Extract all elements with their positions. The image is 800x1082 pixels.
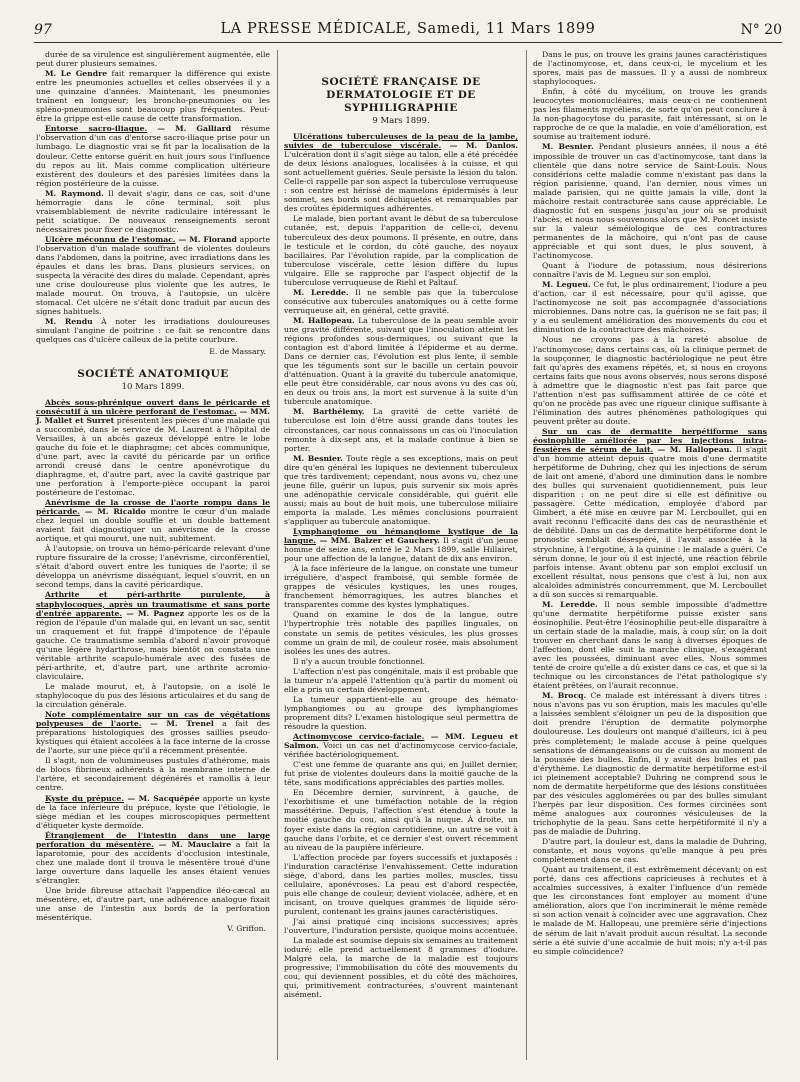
paragraph: Anévrisme de la crosse de l'aorte rompu dans le péricarde. — M. Ricaldo montre le cœur d'un malade chez lequel un double souffle et un double battement avaient fait diagnostiquer un anévrisme de la crosse aortique, et qui mourut, une nuit, subitement. (36, 498, 271, 544)
paragraph: À la face inférieure de la langue, on constate une tumeur irrégulière, d'aspect framboisé, qui semble formée de grappes de vésicules kystiques, les unes rouges, franchement hémorragiques, les autres blanches et transparentes comme des kystes lymphatiques. (284, 564, 518, 610)
paragraph: Kyste du prépuce. — M. Sacquépée apporte un kyste de la face inférieure du prépuce, kyste que l'étiologie, le siège médian et les coupes microscopiques permettent d'étiqueter kyste dermoïde. (36, 793, 270, 830)
paragraph: Dans le pus, on trouve les grains jaunes caractéristiques de l'actinomycose, et, dans ceux-ci, le mycelium et les spores, mais pas de massues. Il y a aussi de nombreux staphylocoques. (533, 50, 767, 87)
paragraph: M. Rendu À noter les irradiations douloureuses simulant l'angine de poitrine : ce fait se rencontre dans quelques cas d'ulcère calleux de la petite courbure. (36, 317, 270, 345)
paragraph: M. Raymond. Il devait s'agir, dans ce cas, soit d'une hémorragie dans le cône terminal, soit plus vraisemblablement de névrite radiculaire intéressant le petit sciatique. De nouveaux renseignements seront nécessaires pour fixer ce diagnostic. (36, 188, 270, 234)
column-1 (36, 50, 270, 937)
section-title: SOCIÉTÉ ANATOMIQUE (77, 367, 229, 380)
paragraph: Ulcérations tuberculeuses de la peau de la jambe, suivies de tuberculose viscérale. — M. Danlos. L'ulcération dont il s'agit siège au talon, elle a été précédée de deux lésions analogues, localisées à la cuisse, et qui sont actuellement guéries. Seule persiste la lésion du talon. Celle-ci rappelle par son aspect la tuberculose verruqueuse : son centre est hérissé de mamelons épidermisés à leur sommet, ses bords sont déchiquetés et remarquables par des croûtes épidermiques adhérentes. (284, 132, 518, 214)
paragraph: Actinomycose cervico-faciale. — MM. Legueu et Salmon. Voici un cas net d'actinomycose cervico-faciale, vérifiée bactériologiquement. (284, 732, 518, 760)
column-2 (284, 50, 518, 1000)
paragraph: Ulcère méconnu de l'estomac. — M. Florand apporte l'observation d'un malade souffrant de violentes douleurs dans l'abdomen, dans la poitrine, avec irradiations dans les épaules et dans les bras. Dans plusieurs services, on suspecta la véracité des dires du malade. Cependant, après une crise douloureuse plus violente que les autres, le malade mourut. On trouva, à l'autopsie, un ulcère stomacal. Cet ulcère ne s'était donc traduit par aucun des signes habituels. (36, 234, 271, 317)
paragraph: M. Legueu. Ce fut, le plus ordinairement, l'iodure a peu d'action, car il est nécessaire, pour qu'il agisse, que l'actinomycose ne soit pas accompagnée d'associations microbiennes. Dans notre cas, la guérison ne se fait pas; il y a eu seulement amélioration des mouvements du cou et diminution de la contracture des mâchoires. (533, 280, 768, 335)
signature: V. Griffon. (227, 924, 266, 934)
section-date: 10 Mars 1899. (121, 381, 185, 392)
paragraph: Le malade, bien portant avant le début de sa tuberculose cutanée, est, depuis l'apparition de celle-ci, devenu tuberculeux des deux poumons. Il présente, en outre, dans le testicule et le cordon, du côté gauche, des noyaux bacillaires. Par l'évolution rapide, par la complication de tuberculose viscérale, cette lésion diffère du lupus vulgaire. Elle se rapproche par l'aspect objectif de la tuberculose verruqueuse de Riehl et Paltauf. (284, 214, 518, 287)
paragraph: L'affection n'est pas congénitale, mais il est probable que la tumeur n'a appelé l'attention qu'à partir du moment où elle a pris un certain développement. (284, 666, 518, 694)
paragraph: Sur un cas de dermatite herpétiforme sans éosinophilie améliorée par les injections intra-fessières de sérum de lait. — M. Hallopeau. Il s'agit d'un homme atteint depuis quatre mois d'une dermatite herpétiforme de Duhring, chez qui les injections de sérum de lait ont amené, d'abord une diminution dans le nombre des bulles qui survenaient quotidiennement, puis leur disparition : on ne peut dire si elle est définitive ou passagère. Cette médication, employée d'abord par Gimbert, a été mise en œuvre par M. Lercboullet, qui en avait reconnu l'efficacité dans des cas de neurasthénie et de débilité. Dans un cas de dermatite herpétiforme dont le pronostic semblait désespéré, il l'avait associée à la strychnine, à l'ergotine, à la quinine : le malade a guéri. Ce sérum donne, le jour où il est injecté, une réaction fébrile parfois intense. Avant obtenu par son emploi exclusif un excellent résultat, nous pensons que c'est à lui, non aux alcaloïdes administrés concurremment, que M. Lercboullet a dû son succès si remarquable. (533, 426, 767, 599)
paragraph: Abcès sous-phrénique ouvert dans le péricarde et consécutif à un ulcère perforant de l'estomac. — MM. J. Mallet et Surret présentent les pièces d'une malade qui a succombé, dans le service de M. Laurent à l'hôpital de Versailles, à un abcès gazeux développé entre le lobe gauche du foie et le diaphragme; cet abcès communique, d'une part, avec la cavité du péricarde par un orifice arrondi creusé dans le centre aponévrotique du diaphragme, et, d'autre part, avec la cavité gastrique par une perforation à l'emporte-pièce occupant la paroi postérieure de l'estomac. (36, 397, 270, 497)
paragraph: Quand on examine le dos de la langue, outre l'hypertrophie très notable des papilles linguales, on constate un semis de petites vésicules, les plus grosses comme un grain de mil, de couleur rosée, mais absolument isolées les unes des autres. (284, 610, 518, 656)
paragraph: L'affection procède par foyers successifs et juxtaposés : l'induration caractérise l'envahissement. Cette induration siège, d'abord, dans les parties molles, muscles, tissu cellulaire, aponévroses. La peau est d'abord respectée, puis elle change de couleur, devient violacée, adhère, et en incisant, on trouve quelques grammes de liquide séro-purulent, contenant les grains jaunes caractéristiques. (284, 852, 518, 916)
paragraph: M. Hallopeau. La tuberculose de la peau semble avoir une gravité différente, suivant que l'inoculation atteint les régions profondes sous-dermiques, ou suivant que la contagion est d'abord limitée à l'épiderme et au derme. Dans ce dernier cas, l'évolution est plus lente, il semble que les téguments sont sur le bacille un certain pouvoir d'atténuation. Quant à la gravité du tubercule anatomique, elle peut être considérable, car nous avons vu des cas où, en deux ou trois ans, la mort est survenue à la suite d'un tubercule anatomique. (284, 315, 518, 407)
paragraph: Enfin, à côté du mycélium, on trouve les grands leucocytes mononucléaires, mais ceux-ci ne contiennent pas les filaments mycéliens, de sorte qu'on peut conclure à la non-phagocytose du parasite, fait intéressant, si on le rapproche de ce que la maladie, en voie d'amélioration, est soumise au traitement ioduré. (533, 87, 767, 142)
paragraph: À l'autopsie, on trouva un hémo-péricarde relevant d'une rupture fissuraire de la crosse; l'anévrisme, circonférentiel, s'était d'abord ouvert entre les tuniques de l'aorte; il se développa un anévrisme disséquant, lequel s'ouvrit, en un second temps, dans la cavité péricardique. (36, 544, 270, 590)
paragraph: D'autre part, la douleur est, dans la maladie de Duhring, constante, et nous voyons qu'elle manque à peu près complètement dans ce cas. (533, 837, 767, 865)
page-header (34, 20, 782, 43)
paragraph: Il n'y a aucun trouble fonctionnel. (293, 656, 425, 666)
column-3 (533, 50, 767, 957)
newspaper-title: LA PRESSE MÉDICALE, Samedi, 11 Mars 1899 (220, 21, 596, 37)
paragraph: M. Leredde. Il ne semble pas que la tuberculose consécutive aux tubercules anatomiques ou à cette forme verruqueuse ait, en général, cette gravité. (284, 287, 518, 315)
section-date: 9 Mars 1899. (372, 116, 430, 126)
paragraph: Il s'agit, non de volumineuses pustules d'athérome, mais de blocs fibrineux adhérents à la membrane interne de l'artère, et secondairement dégénérés et ramollis à leur centre. (36, 756, 270, 793)
paragraph: M. Besnier. Pendant plusieurs années, il nous a été impossible de trouver un cas d'actinomycose, tant dans la clientèle que dans notre service de Saint-Louis. Nous considérions cette maladie comme n'existant pas dans la région parisienne, quand, l'an dernier, nous vîmes un malade parisien, qui ne quitte jamais la ville, dont la mâchoire restait contracturée sans cause appréciable. Le diagnostic fut en suspens jusqu'au jour où se produisit l'abcès, et nous nous souvenons alors que M. Poncet insiste sur la valeur séméiologique de ces contractures permanentes de la mâchoire, qui n'ont pas de cause appréciable et qui sont dues, le plus souvent, à l'actinomycose. (533, 142, 767, 261)
paragraph: durée de sa virulence est singulièrement augmentée, elle peut durer plusieurs semaines. (36, 50, 270, 69)
paragraph: Une bride fibreuse attachait l'appendice iléo-cæcal au mésentère, et, d'autre part, une adhérence analogue fixait une anse de l'intestin aux bords de la perforation mésentérique. (36, 885, 270, 923)
paragraph: C'est une femme de quarante ans qui, en Juillet dernier, fut prise de violentes douleurs dans la moitié gauche de la tête, sans modifications appréciables des parties molles. (284, 760, 518, 788)
issue-number: N° 20 (740, 22, 782, 38)
section-title: SOCIÉTÉ FRANÇAISE DE DERMATOLOGIE ET DE SYPHILIGRAPHIE (321, 76, 481, 114)
page-number: 97 (34, 22, 52, 38)
paragraph: M. Le Gendre fait remarquer la différence qui existe entre les pneumonies actuelles et celles observées il y a une quinzaine d'années. Maintenant, les pneumonies traînent en longueur; les broncho-pneumonies ou les spléno-pneumonies sont beaucoup plus fréquentes. Peut-être la grippe est-elle cause de cette transformation. (36, 69, 270, 124)
paragraph: J'ai ainsi pratiqué cinq incisions successives; après l'ouverture, l'induration persiste, quoique moins accentuée. (284, 916, 518, 936)
paragraph: M. Leredde. Il nous semble impossible d'admettre qu'une dermatite herpétiforme puisse exister sans éosinophilie. Peut-être l'éosinophilie peut-elle disparaître à un certain stade de la maladie, mais, à coup sûr, on la doit trouver en cherchant dans le sang à diverses époques de l'affection, dont elle suit la marche clinique, s'exagérant avec les poussées, diminuant avec elles. Nous sommes tenté de croire qu'elle a dû exister dans ce cas, et que si la technique ou les circonstances de l'état pathologique s'y étaient prêtées, on l'aurait reconnue. (533, 599, 767, 691)
paragraph: M. Besnier. Toute règle a ses exceptions, mais on peut dire qu'en général les lupiques ne deviennent tuberculeux que très tardivement; cependant, nous avons vu, chez une jeune fille, guérir un lupus, puis survenir six mois après une adénopathie cervicale considérable, qui guérit elle aussi; mais au bout de huit mois, une tuberculose miliaire emporta la malade. Les mêmes conclusions pourraient s'appliquer au tubercule anatomique. (284, 453, 518, 526)
paragraph: Étranglement de l'intestin dans une large perforation du mésentère. — M. Mauclaire a fait la laparotomie, pour des accidents d'occlusion intestinale, chez une malade dont il trouva le mésentère troué d'une large ouverture dans laquelle les anses étaient venues s'étrangler. (36, 830, 270, 885)
column-divider (277, 50, 278, 1060)
paragraph: Lymphangiome ou hémangiome kystique de la langue. — MM. Balzer et Gauchery. Il s'agit d'un jeune homme de seize ans, entré le 2 Mars 1899, salle Hillairet, pour une affection de la langue, datant de dix ans environ. (284, 527, 518, 564)
paragraph: Note complémentaire sur un cas de végétations polypeuses de l'aorte. — M. Trenel a fait des préparations histologiques des grosses saillies pseudo-kystiques qui étaient accolées à la face interne de la crosse de l'aorte, sur une pièce qu'il a récemment présentée. (36, 710, 271, 756)
paragraph: Arthrite et péri-arthrite purulente, à staphylocoques, après un traumatisme et sans porte d'entrée apparente. — M. Pagnez apporte les os de la région de l'épaule d'un malade qui, en levant un sac, sentit un craquement et fut frappé d'impotence de l'épaule gauche. Ce traumatisme sembla d'abord n'avoir provoqué qu'une légère hydarthrose, mais bientôt on constata une véritable arthrite scapulo-humérale avec des fusées de péri-arthrite, et, d'autre part, une arthrite acromio-claviculaire. (36, 590, 270, 681)
paragraph: Quant au traitement, il est extrêmement décevant; on est porté, dans ces affections capricieuses à rechutes et à accalmies successives, à exalter l'influence d'un remède que les circonstances font employer au moment d'une amélioration, alors que l'on incriminerait le même remède si son action venait à coïncider avec une aggravation. Chez le malade de M. Hallopeau, une première série d'injections de sérum de lait n'avait produit aucun résultat. La seconde série a été suivie d'une accalmie de huit mois; n'y a-t-il pas eu simple coïncidence? (533, 865, 767, 956)
column-divider (526, 50, 527, 1060)
paragraph: Entorse sacro-iliaque. — M. Galliard résume l'observation d'un cas d'entorse sacro-iliaque prise pour un lumbago. Le diagnostic vrai se fit par la localisation de la douleur. Cette entorse guérit en huit jours sous l'influence du repos au lit. Mais comme complication ultérieure existèrent des douleurs et des parésies limitées dans la région postérieure de la cuisse. (36, 124, 270, 188)
paragraph: Le malade mourut, et, à l'autopsie, on a isolé le staphylocoque du pus des lésions articulaires et du sang de la circulation générale. (36, 681, 270, 710)
paragraph: En Décembre dernier, survinrent, à gauche, de l'exorbitisme et une tuméfaction notable de la région massétérine. Depuis, l'affection s'est étendue à toute la moitié gauche du cou, ainsi qu'à la nuque. À droite, un foyer existe dans la région carotidienne, un autre se voit à gauche dans l'orbite, et ce dernier s'est ouvert récemment au niveau de la paupière inférieure. (284, 788, 518, 852)
paragraph: La malade est soumise depuis six semaines au traitement ioduré; elle prend actuellement 8 grammes d'iodure. Malgré cela, la marche de la maladie est toujours progressive; l'immobilisation du côté des mouvements du cou, qui deviennent possibles, et du côté des mâchoires, qui, primitivement contracturées, s'ouvrent maintenant aisément. (284, 936, 518, 1000)
paragraph: M. Barthélemy. La gravité de cette variété de tuberculose est loin d'être aussi grande dans toutes les circonstances, car nous connaissons un cas où l'inoculation remonte à dix-sept ans, et la malade continue à bien se porter. (284, 407, 518, 453)
paragraph: Quant à l'iodure de potassium, nous désirerions connaître l'avis de M. Legueu sur son emploi. (533, 261, 767, 280)
paragraph: M. Brocq. Ce malade est intéressant à divers titres : nous n'avons pas vu son éruption, mais les macules qu'elle a laissées semblent s'éloigner un peu de la disposition que doit prendre l'éruption de dermatite polymorphe douloureuse. Les douleurs ont manqué d'ailleurs, ici à peu près complètement; le malade accuse à peine quelques sensations de démangeaisons ou de cuisson au moment de la poussée des bulles. Enfin, il y avait des bulles et pas d'érythème. Le diagnostic de dermatite herpétiforme est-il ici pleinement acceptable? Duhring ne comprend sous le nom de dermatite herpétiforme que des lésions constituées par des vésicules agglomérées ou par des bulles simulant l'herpès par leur disposition. Ces formes circinées sont même analogues aux couronnes vésiculeuses de la trichophytie de la peau. Sans cette herpétiformité il n'y a pas de maladie de Duhring. (533, 691, 767, 836)
paragraph: Nous ne croyons pas à la rareté absolue de l'actinomycose; dans certains cas, où la clinique permet de la soupçonner, le diagnostic bactériologique ne peut être fait qu'après des examens répétés, et, si nous en croyons certains faits que nous avons observés, nous serons disposé à admettre que le diagnostic n'est pas fait parce que l'attention n'est pas suffisamment attirée de ce côté et qu'on ne procède pas avec une rigueur clinique suffisante à l'élimination des autres phénomènes pathologiques qui peuvent prêter au doute. (533, 335, 767, 426)
signature: E. de Massary. (209, 346, 266, 356)
paragraph: La tumeur appartient-elle au groupe des hémato-lymphangiomes ou au groupe des lymphangiomes proprement dits? L'examen histologique seul permettra de résoudre la question. (284, 694, 518, 731)
